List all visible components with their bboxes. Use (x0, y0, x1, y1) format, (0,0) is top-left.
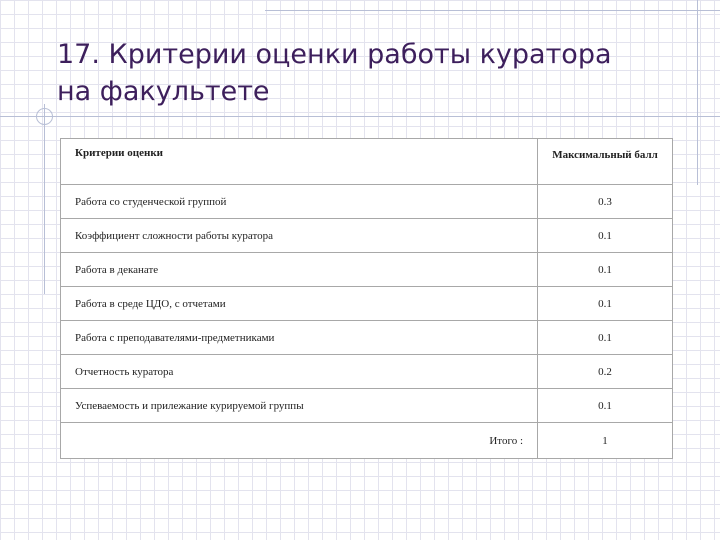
right-decorative-line (697, 0, 698, 185)
criterion-cell: Коэффициент сложности работы куратора (61, 219, 538, 253)
left-decorative-line (44, 104, 45, 294)
score-cell: 0.1 (538, 219, 673, 253)
criterion-cell: Работа в деканате (61, 253, 538, 287)
header-max-score: Максимальный балл (538, 139, 673, 185)
criterion-cell: Работа с преподавателями-предметниками (61, 321, 538, 355)
total-value: 1 (538, 423, 673, 459)
slide-title-line-1: 17. Критерии оценки работы куратора (57, 39, 612, 70)
table-row (61, 253, 673, 287)
criterion-cell: Работа со студенческой группой (61, 185, 538, 219)
score-cell: 0.1 (538, 389, 673, 423)
score-cell: 0.1 (538, 287, 673, 321)
header-criteria: Критерии оценки (61, 139, 538, 185)
table-row (61, 321, 673, 355)
criteria-table (60, 138, 673, 459)
slide-title-line-2: на факультете (57, 76, 270, 107)
score-cell: 0.2 (538, 355, 673, 389)
table-header-row (61, 139, 673, 185)
score-cell: 0.3 (538, 185, 673, 219)
table-row (61, 355, 673, 389)
criterion-cell: Успеваемость и прилежание курируемой группы (61, 389, 538, 423)
criterion-cell: Отчетность куратора (61, 355, 538, 389)
score-cell: 0.1 (538, 253, 673, 287)
total-label: Итого : (61, 423, 538, 459)
table-row (61, 219, 673, 253)
table-row (61, 287, 673, 321)
title-underline (0, 116, 720, 117)
top-decorative-line (265, 10, 720, 11)
slide-title (57, 36, 677, 110)
table-row (61, 389, 673, 423)
table-row (61, 185, 673, 219)
total-row (61, 423, 673, 459)
criterion-cell: Работа в среде ЦДО, с отчетами (61, 287, 538, 321)
score-cell: 0.1 (538, 321, 673, 355)
decorative-circle (36, 108, 53, 125)
